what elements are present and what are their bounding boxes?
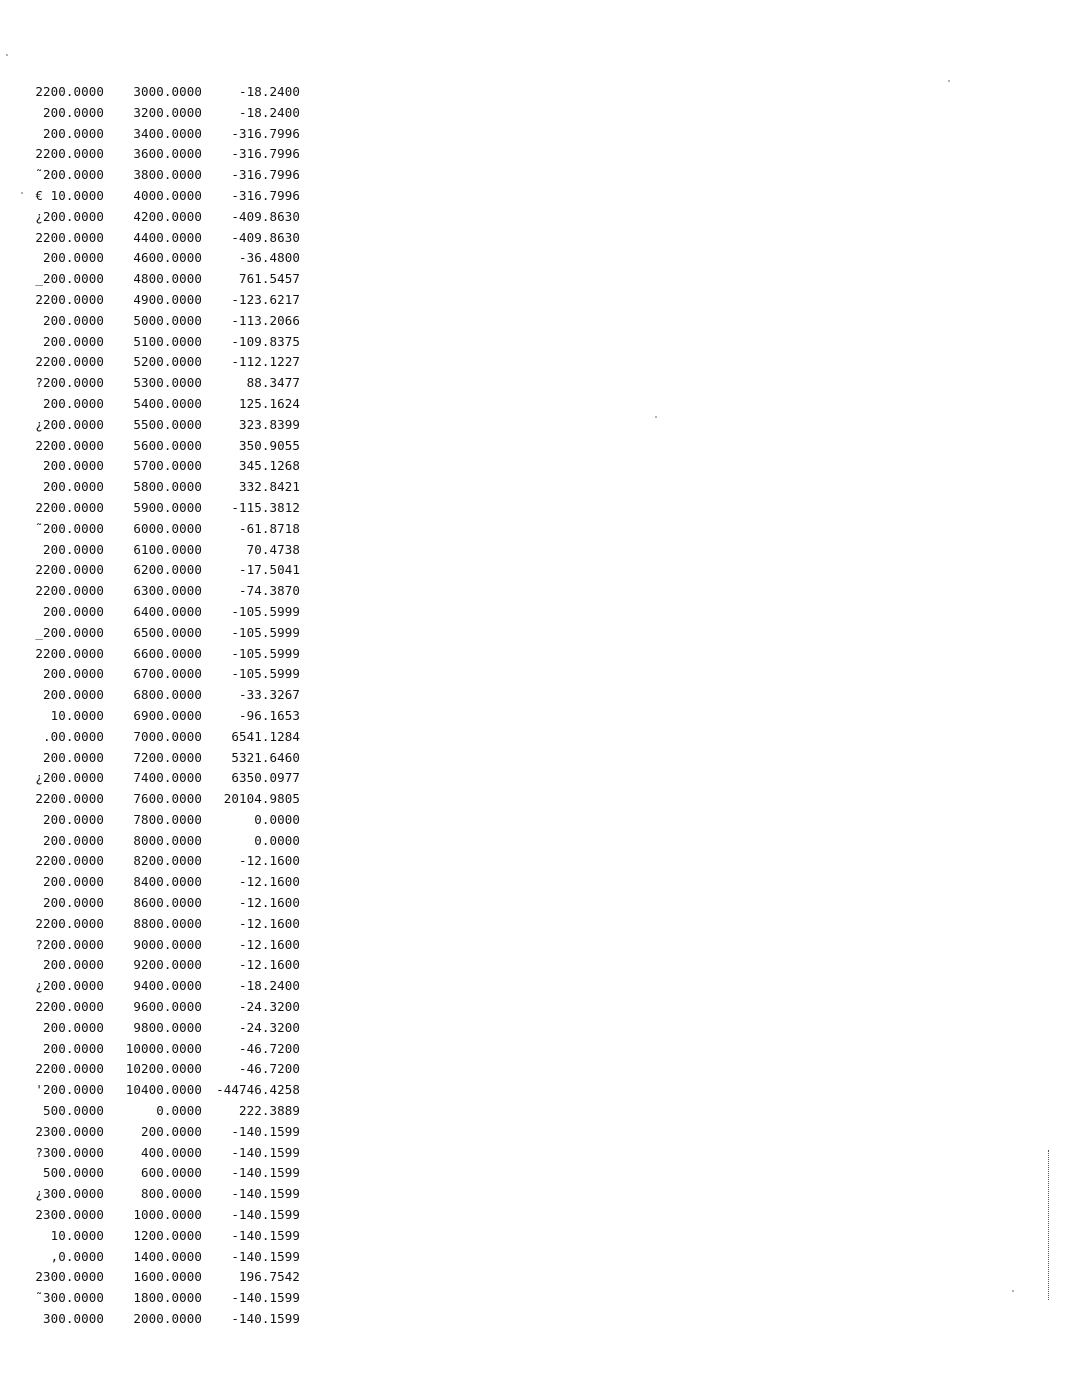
table-cell-col1: 2200.0000 [35, 853, 104, 869]
table-row [28, 477, 300, 498]
table-cell-col2: 6400.0000 [133, 603, 202, 619]
table-cell-col3: -12.1600 [238, 874, 300, 890]
table-cell-col2: 5200.0000 [133, 354, 202, 370]
table-cell-col3: -61.8718 [238, 520, 300, 536]
table-cell-col1: 200.0000 [42, 312, 104, 328]
table-cell-col1: _200.0000 [35, 624, 104, 640]
table-cell-col3: 6541.1284 [231, 728, 300, 744]
table-row [28, 1163, 300, 1184]
table-cell-col3: -140.1599 [231, 1144, 300, 1160]
table-row [28, 207, 300, 228]
table-cell-col2: 5800.0000 [133, 479, 202, 495]
table-cell-col1: 200.0000 [42, 104, 104, 120]
table-cell-col1: ¿200.0000 [35, 416, 104, 432]
table-cell-col2: 1400.0000 [133, 1248, 202, 1264]
table-cell-col2: 3600.0000 [133, 146, 202, 162]
table-cell-col3: 196.7542 [238, 1269, 300, 1285]
table-cell-col2: 5000.0000 [133, 312, 202, 328]
table-cell-col1: 2300.0000 [35, 1123, 104, 1139]
table-cell-col2: 1000.0000 [133, 1207, 202, 1223]
table-cell-col1: .00.0000 [42, 728, 104, 744]
table-cell-col1: 2200.0000 [35, 354, 104, 370]
table-cell-col3: -12.1600 [238, 936, 300, 952]
table-cell-col3: -18.2400 [238, 104, 300, 120]
table-cell-col3: -18.2400 [238, 978, 300, 994]
table-row [28, 581, 300, 602]
table-cell-col3: 70.4738 [246, 541, 300, 557]
table-cell-col3: -36.4800 [238, 250, 300, 266]
table-cell-col2: 1200.0000 [133, 1227, 202, 1243]
table-cell-col3: -316.7996 [231, 146, 300, 162]
scan-speck [21, 192, 23, 194]
table-cell-col3: -12.1600 [238, 853, 300, 869]
table-cell-col3: 323.8399 [238, 416, 300, 432]
table-cell-col3: 20104.9805 [223, 791, 300, 807]
table-cell-col2: 5100.0000 [133, 333, 202, 349]
table-cell-col2: 7800.0000 [133, 811, 202, 827]
table-row [28, 768, 300, 789]
table-cell-col2: 9000.0000 [133, 936, 202, 952]
table-row [28, 415, 300, 436]
table-row [28, 144, 300, 165]
table-cell-col2: 7400.0000 [133, 770, 202, 786]
table-cell-col1: 2200.0000 [35, 1061, 104, 1077]
table-cell-col3: 5321.6460 [231, 749, 300, 765]
table-cell-col1: 2200.0000 [35, 146, 104, 162]
table-cell-col1: ¿200.0000 [35, 208, 104, 224]
table-cell-col2: 6800.0000 [133, 687, 202, 703]
table-cell-col1: 10.0000 [50, 1227, 104, 1243]
table-cell-col2: 3000.0000 [133, 84, 202, 99]
table-row [28, 103, 300, 124]
table-row [28, 644, 300, 665]
table-cell-col1: 2200.0000 [35, 499, 104, 515]
table-row [28, 789, 300, 810]
table-row [28, 1059, 300, 1080]
table-row [28, 955, 300, 976]
table-cell-col2: 8200.0000 [133, 853, 202, 869]
table-cell-col1: 500.0000 [42, 1103, 104, 1119]
table-cell-col3: 125.1624 [238, 395, 300, 411]
table-cell-col3: -105.5999 [231, 624, 300, 640]
table-row [28, 498, 300, 519]
table-cell-col3: -33.3267 [238, 687, 300, 703]
table-cell-col1: 2200.0000 [35, 645, 104, 661]
table-cell-col3: -112.1227 [231, 354, 300, 370]
table-cell-col3: -105.5999 [231, 666, 300, 682]
table-cell-col2: 6600.0000 [133, 645, 202, 661]
table-row [28, 685, 300, 706]
table-cell-col2: 7600.0000 [133, 791, 202, 807]
table-cell-col2: 400.0000 [140, 1144, 202, 1160]
table-cell-col3: -113.2066 [231, 312, 300, 328]
table-row [28, 1267, 300, 1288]
table-row [28, 872, 300, 893]
table-cell-col2: 4600.0000 [133, 250, 202, 266]
table-row [28, 976, 300, 997]
table-cell-col3: -115.3812 [231, 499, 300, 515]
table-cell-col3: -12.1600 [238, 915, 300, 931]
table-row [28, 248, 300, 269]
data-table [28, 82, 300, 1330]
table-cell-col2: 8400.0000 [133, 874, 202, 890]
table-cell-col3: -109.8375 [231, 333, 300, 349]
table-cell-col2: 8800.0000 [133, 915, 202, 931]
table-row [28, 1080, 300, 1101]
table-row [28, 352, 300, 373]
scan-speck [655, 416, 657, 418]
table-cell-col3: -140.1599 [231, 1186, 300, 1202]
table-cell-col3: -316.7996 [231, 125, 300, 141]
table-cell-col3: -24.3200 [238, 1019, 300, 1035]
table-cell-col1: 200.0000 [42, 250, 104, 266]
table-row [28, 560, 300, 581]
scan-speck [948, 80, 950, 82]
table-cell-col3: -140.1599 [231, 1248, 300, 1264]
table-cell-col2: 4000.0000 [133, 187, 202, 203]
table-row [28, 810, 300, 831]
table-row [28, 165, 300, 186]
table-row [28, 1205, 300, 1226]
table-row [28, 1226, 300, 1247]
table-row [28, 1122, 300, 1143]
table-row [28, 706, 300, 727]
table-cell-col1: 2200.0000 [35, 84, 104, 99]
table-cell-col3: 332.8421 [238, 479, 300, 495]
table-cell-col2: 4800.0000 [133, 271, 202, 287]
table-cell-col2: 6200.0000 [133, 562, 202, 578]
table-row [28, 1101, 300, 1122]
table-cell-col3: -140.1599 [231, 1207, 300, 1223]
table-cell-col3: -17.5041 [238, 562, 300, 578]
table-cell-col1: 200.0000 [42, 125, 104, 141]
table-row [28, 727, 300, 748]
table-cell-col3: -140.1599 [231, 1165, 300, 1181]
table-cell-col2: 1800.0000 [133, 1290, 202, 1306]
table-cell-col1: 500.0000 [42, 1165, 104, 1181]
table-cell-col2: 6900.0000 [133, 707, 202, 723]
table-row [28, 436, 300, 457]
table-cell-col3: -44746.4258 [216, 1082, 300, 1098]
table-row [28, 997, 300, 1018]
table-row [28, 1288, 300, 1309]
table-cell-col2: 10000.0000 [125, 1040, 202, 1056]
table-cell-col2: 7200.0000 [133, 749, 202, 765]
table-row [28, 540, 300, 561]
table-cell-col1: 200.0000 [42, 1040, 104, 1056]
table-cell-col3: -24.3200 [238, 999, 300, 1015]
table-cell-col2: 600.0000 [140, 1165, 202, 1181]
table-cell-col1: ˜300.0000 [35, 1290, 104, 1306]
table-row [28, 186, 300, 207]
table-cell-col2: 4400.0000 [133, 229, 202, 245]
table-cell-col3: -409.8630 [231, 229, 300, 245]
table-row [28, 290, 300, 311]
table-cell-col2: 5900.0000 [133, 499, 202, 515]
table-row [28, 519, 300, 540]
table-row [28, 269, 300, 290]
table-cell-col2: 6000.0000 [133, 520, 202, 536]
table-cell-col1: 2300.0000 [35, 1207, 104, 1223]
table-cell-col3: 6350.0977 [231, 770, 300, 786]
table-cell-col1: 2200.0000 [35, 291, 104, 307]
table-cell-col2: 9400.0000 [133, 978, 202, 994]
table-cell-col1: ¿200.0000 [35, 770, 104, 786]
table-cell-col2: 5400.0000 [133, 395, 202, 411]
table-cell-col2: 8600.0000 [133, 895, 202, 911]
table-cell-col2: 5700.0000 [133, 458, 202, 474]
table-cell-col1: 200.0000 [42, 541, 104, 557]
table-row [28, 831, 300, 852]
table-row [28, 82, 300, 103]
table-cell-col2: 5600.0000 [133, 437, 202, 453]
table-cell-col1: 2200.0000 [35, 229, 104, 245]
table-row [28, 893, 300, 914]
table-cell-col2: 5300.0000 [133, 375, 202, 391]
table-cell-col1: 200.0000 [42, 957, 104, 973]
table-cell-col3: -96.1653 [238, 707, 300, 723]
table-cell-col2: 9600.0000 [133, 999, 202, 1015]
table-cell-col1: 200.0000 [42, 458, 104, 474]
table-cell-col3: -316.7996 [231, 187, 300, 203]
table-cell-col1: 200.0000 [42, 811, 104, 827]
table-cell-col3: -12.1600 [238, 957, 300, 973]
table-body [28, 82, 300, 1330]
table-cell-col1: 200.0000 [42, 895, 104, 911]
table-cell-col1: 200.0000 [42, 874, 104, 890]
table-row [28, 311, 300, 332]
table-cell-col1: 2200.0000 [35, 583, 104, 599]
table-cell-col3: 88.3477 [246, 375, 300, 391]
table-cell-col1: ?200.0000 [35, 936, 104, 952]
table-row [28, 1184, 300, 1205]
table-cell-col3: -105.5999 [231, 645, 300, 661]
table-cell-col2: 8000.0000 [133, 832, 202, 848]
table-cell-col2: 6500.0000 [133, 624, 202, 640]
table-cell-col1: 2200.0000 [35, 915, 104, 931]
table-cell-col1: ?300.0000 [35, 1144, 104, 1160]
table-cell-col1: 200.0000 [42, 1019, 104, 1035]
table-cell-col1: 200.0000 [42, 666, 104, 682]
scan-edge-mark [1048, 1150, 1050, 1300]
table-cell-col2: 1600.0000 [133, 1269, 202, 1285]
table-cell-col2: 9200.0000 [133, 957, 202, 973]
table-cell-col2: 6100.0000 [133, 541, 202, 557]
table-cell-col3: -46.7200 [238, 1040, 300, 1056]
table-cell-col1: 200.0000 [42, 333, 104, 349]
table-cell-col1: 200.0000 [42, 749, 104, 765]
table-row [28, 1039, 300, 1060]
table-cell-col3: -18.2400 [238, 84, 300, 99]
table-cell-col2: 6300.0000 [133, 583, 202, 599]
table-cell-col3: -140.1599 [231, 1311, 300, 1327]
table-cell-col1: ˜200.0000 [35, 520, 104, 536]
table-cell-col3: 0.0000 [254, 832, 300, 848]
table-cell-col2: 800.0000 [140, 1186, 202, 1202]
table-cell-col2: 4200.0000 [133, 208, 202, 224]
table-row [28, 332, 300, 353]
table-cell-col2: 200.0000 [140, 1123, 202, 1139]
table-cell-col3: 350.9055 [238, 437, 300, 453]
scan-speck [1012, 1290, 1014, 1292]
table-row [28, 124, 300, 145]
table-cell-col2: 4900.0000 [133, 291, 202, 307]
table-cell-col1: ˜200.0000 [35, 167, 104, 183]
table-cell-col3: -105.5999 [231, 603, 300, 619]
table-cell-col1: ¿300.0000 [35, 1186, 104, 1202]
table-cell-col2: 3800.0000 [133, 167, 202, 183]
table-cell-col1: 2300.0000 [35, 1269, 104, 1285]
table-row [28, 228, 300, 249]
table-row [28, 456, 300, 477]
table-cell-col2: 3200.0000 [133, 104, 202, 120]
table-cell-col2: 0.0000 [156, 1103, 202, 1119]
table-cell-col1: 200.0000 [42, 603, 104, 619]
table-cell-col2: 10400.0000 [125, 1082, 202, 1098]
table-row [28, 1018, 300, 1039]
table-row [28, 373, 300, 394]
table-cell-col3: -140.1599 [231, 1123, 300, 1139]
table-cell-col3: 222.3889 [238, 1103, 300, 1119]
table-cell-col1: 10.0000 [50, 707, 104, 723]
table-cell-col2: 5500.0000 [133, 416, 202, 432]
table-cell-col3: -46.7200 [238, 1061, 300, 1077]
table-row [28, 623, 300, 644]
table-cell-col3: 345.1268 [238, 458, 300, 474]
table-cell-col3: -316.7996 [231, 167, 300, 183]
table-row [28, 394, 300, 415]
table-cell-col3: -12.1600 [238, 895, 300, 911]
table-row [28, 748, 300, 769]
table-cell-col2: 6700.0000 [133, 666, 202, 682]
table-cell-col1: ¿200.0000 [35, 978, 104, 994]
table-cell-col3: -140.1599 [231, 1290, 300, 1306]
table-row [28, 602, 300, 623]
table-row [28, 664, 300, 685]
table-row [28, 1247, 300, 1268]
table-cell-col1: 200.0000 [42, 832, 104, 848]
table-row [28, 935, 300, 956]
table-cell-col1: 2200.0000 [35, 437, 104, 453]
table-row [28, 1309, 300, 1330]
scan-speck [6, 54, 8, 56]
table-cell-col2: 2000.0000 [133, 1311, 202, 1327]
table-cell-col3: -123.6217 [231, 291, 300, 307]
table-cell-col2: 3400.0000 [133, 125, 202, 141]
table-row [28, 851, 300, 872]
table-cell-col1: '200.0000 [35, 1082, 104, 1098]
table-cell-col1: 200.0000 [42, 395, 104, 411]
table-cell-col1: _200.0000 [35, 271, 104, 287]
table-cell-col2: 10200.0000 [125, 1061, 202, 1077]
table-row [28, 1143, 300, 1164]
table-cell-col1: 200.0000 [42, 479, 104, 495]
table-cell-col1: 200.0000 [42, 687, 104, 703]
table-cell-col1: 2200.0000 [35, 791, 104, 807]
table-cell-col3: -74.3870 [238, 583, 300, 599]
table-cell-col2: 9800.0000 [133, 1019, 202, 1035]
table-cell-col1: 300.0000 [42, 1311, 104, 1327]
table-cell-col3: 0.0000 [254, 811, 300, 827]
table-cell-col2: 7000.0000 [133, 728, 202, 744]
table-cell-col1: ?200.0000 [35, 375, 104, 391]
table-cell-col1: 2200.0000 [35, 999, 104, 1015]
table-cell-col3: -409.8630 [231, 208, 300, 224]
table-cell-col1: 2200.0000 [35, 562, 104, 578]
table-cell-col3: -140.1599 [231, 1227, 300, 1243]
table-cell-col1: € 10.0000 [35, 187, 104, 203]
table-cell-col1: ,0.0000 [50, 1248, 104, 1264]
table-row [28, 914, 300, 935]
table-cell-col3: 761.5457 [238, 271, 300, 287]
